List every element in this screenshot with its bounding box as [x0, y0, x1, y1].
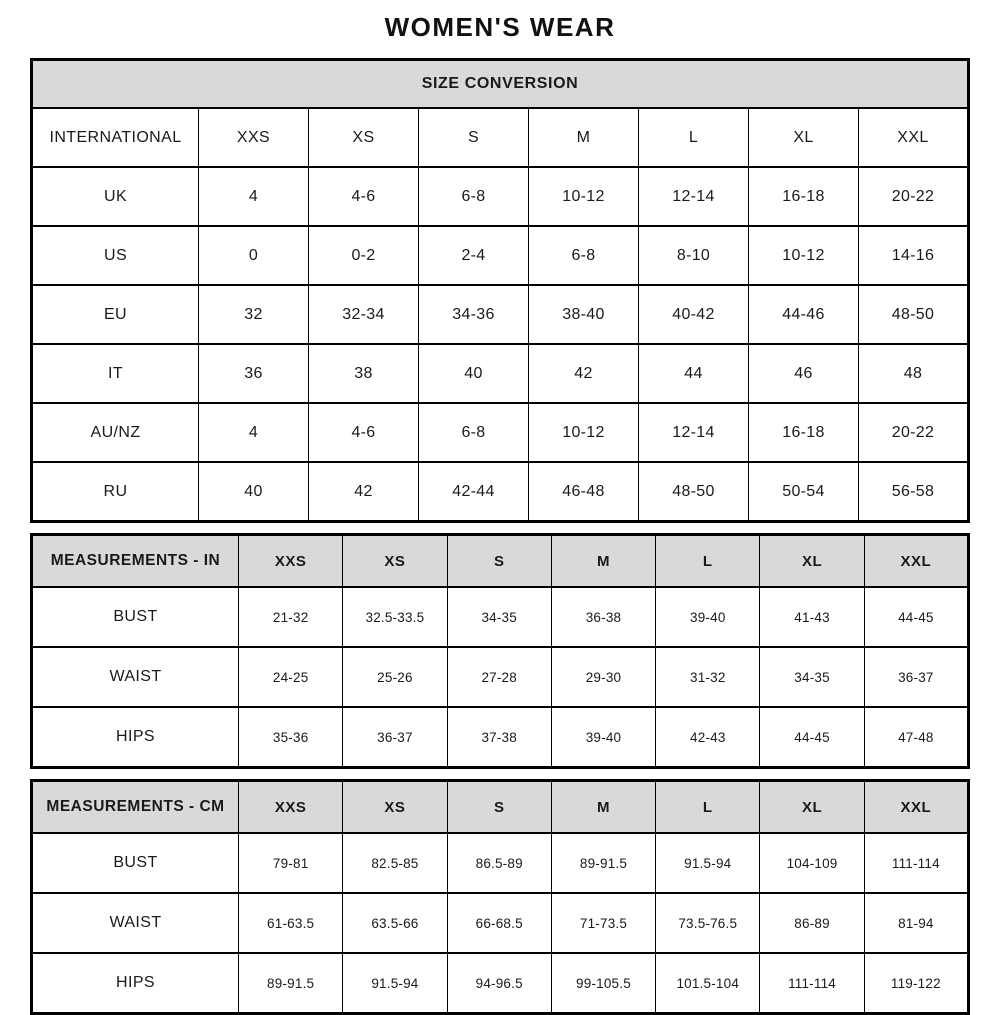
- value-cell: 21-32: [239, 587, 343, 647]
- column-header-xxs: XXS: [239, 781, 343, 834]
- value-cell: 40: [199, 462, 309, 522]
- value-cell: 94-96.5: [447, 953, 551, 1014]
- measurements-cm-table: [30, 779, 970, 1015]
- column-header-l: L: [656, 535, 760, 588]
- value-cell: 0: [199, 226, 309, 285]
- value-cell: 44-45: [864, 587, 968, 647]
- column-header-m: M: [529, 108, 639, 167]
- value-cell: 10-12: [529, 403, 639, 462]
- value-cell: 42-44: [419, 462, 529, 522]
- value-cell: 14-16: [859, 226, 969, 285]
- value-cell: 86-89: [760, 893, 864, 953]
- value-cell: 16-18: [749, 167, 859, 226]
- column-header-xxl: XXL: [859, 108, 969, 167]
- value-cell: 6-8: [419, 403, 529, 462]
- table-row-us: [32, 226, 969, 285]
- value-cell: 63.5-66: [343, 893, 447, 953]
- value-cell: 35-36: [239, 707, 343, 768]
- value-cell: 89-91.5: [551, 833, 655, 893]
- value-cell: 39-40: [656, 587, 760, 647]
- row-label-au-nz: AU/NZ: [32, 403, 199, 462]
- column-header-xl: XL: [749, 108, 859, 167]
- value-cell: 10-12: [529, 167, 639, 226]
- table-row-au-nz: [32, 403, 969, 462]
- value-cell: 4-6: [309, 167, 419, 226]
- value-cell: 44-45: [760, 707, 864, 768]
- table-row-bust: [32, 587, 969, 647]
- row-label-waist: WAIST: [32, 893, 239, 953]
- value-cell: 82.5-85: [343, 833, 447, 893]
- value-cell: 38: [309, 344, 419, 403]
- column-header-xxs: XXS: [199, 108, 309, 167]
- value-cell: 32-34: [309, 285, 419, 344]
- value-cell: 4: [199, 167, 309, 226]
- table-row-eu: [32, 285, 969, 344]
- table-row-ru: [32, 462, 969, 522]
- value-cell: 36-38: [551, 587, 655, 647]
- row-label-hips: HIPS: [32, 707, 239, 768]
- value-cell: 29-30: [551, 647, 655, 707]
- value-cell: 8-10: [639, 226, 749, 285]
- value-cell: 44: [639, 344, 749, 403]
- value-cell: 20-22: [859, 403, 969, 462]
- value-cell: 91.5-94: [656, 833, 760, 893]
- value-cell: 12-14: [639, 403, 749, 462]
- value-cell: 46-48: [529, 462, 639, 522]
- row-label-bust: BUST: [32, 833, 239, 893]
- column-header-s: S: [419, 108, 529, 167]
- value-cell: 61-63.5: [239, 893, 343, 953]
- value-cell: 99-105.5: [551, 953, 655, 1014]
- value-cell: 0-2: [309, 226, 419, 285]
- value-cell: 2-4: [419, 226, 529, 285]
- value-cell: 41-43: [760, 587, 864, 647]
- value-cell: 66-68.5: [447, 893, 551, 953]
- value-cell: 40-42: [639, 285, 749, 344]
- value-cell: 91.5-94: [343, 953, 447, 1014]
- value-cell: 86.5-89: [447, 833, 551, 893]
- column-header-m: M: [551, 535, 655, 588]
- value-cell: 37-38: [447, 707, 551, 768]
- value-cell: 12-14: [639, 167, 749, 226]
- value-cell: 34-35: [447, 587, 551, 647]
- size-conversion-table: [30, 58, 970, 523]
- column-header-s: S: [447, 781, 551, 834]
- size-conversion-title-row: [32, 60, 969, 109]
- column-header-xs: XS: [343, 535, 447, 588]
- table-row-hips: [32, 707, 969, 768]
- value-cell: 42-43: [656, 707, 760, 768]
- measurements-in-header-row: [32, 535, 969, 588]
- size-conversion-title: SIZE CONVERSION: [32, 60, 969, 109]
- value-cell: 48: [859, 344, 969, 403]
- table-row-hips: [32, 953, 969, 1014]
- value-cell: 32: [199, 285, 309, 344]
- value-cell: 111-114: [760, 953, 864, 1014]
- value-cell: 24-25: [239, 647, 343, 707]
- column-header-l: L: [639, 108, 749, 167]
- value-cell: 46: [749, 344, 859, 403]
- value-cell: 119-122: [864, 953, 968, 1014]
- measurements-cm-header-row: [32, 781, 969, 834]
- size-conversion-header-row: [32, 108, 969, 167]
- value-cell: 44-46: [749, 285, 859, 344]
- value-cell: 40: [419, 344, 529, 403]
- value-cell: 104-109: [760, 833, 864, 893]
- value-cell: 73.5-76.5: [656, 893, 760, 953]
- column-header-xxs: XXS: [239, 535, 343, 588]
- value-cell: 42: [529, 344, 639, 403]
- value-cell: 36-37: [864, 647, 968, 707]
- row-label-it: IT: [32, 344, 199, 403]
- value-cell: 25-26: [343, 647, 447, 707]
- value-cell: 71-73.5: [551, 893, 655, 953]
- table-row-it: [32, 344, 969, 403]
- value-cell: 32.5-33.5: [343, 587, 447, 647]
- column-header-xs: XS: [343, 781, 447, 834]
- column-header-xl: XL: [760, 535, 864, 588]
- column-header-measurements-in: MEASUREMENTS - IN: [32, 535, 239, 588]
- column-header-international: INTERNATIONAL: [32, 108, 199, 167]
- table-row-uk: [32, 167, 969, 226]
- value-cell: 34-35: [760, 647, 864, 707]
- column-header-xs: XS: [309, 108, 419, 167]
- value-cell: 6-8: [419, 167, 529, 226]
- column-header-measurements-cm: MEASUREMENTS - CM: [32, 781, 239, 834]
- column-header-xxl: XXL: [864, 781, 968, 834]
- value-cell: 39-40: [551, 707, 655, 768]
- row-label-uk: UK: [32, 167, 199, 226]
- value-cell: 36: [199, 344, 309, 403]
- value-cell: 16-18: [749, 403, 859, 462]
- value-cell: 79-81: [239, 833, 343, 893]
- column-header-m: M: [551, 781, 655, 834]
- column-header-l: L: [656, 781, 760, 834]
- value-cell: 81-94: [864, 893, 968, 953]
- value-cell: 101.5-104: [656, 953, 760, 1014]
- row-label-waist: WAIST: [32, 647, 239, 707]
- value-cell: 89-91.5: [239, 953, 343, 1014]
- table-row-waist: [32, 647, 969, 707]
- row-label-us: US: [32, 226, 199, 285]
- value-cell: 48-50: [859, 285, 969, 344]
- page-title: WOMEN'S WEAR: [384, 12, 616, 42]
- value-cell: 20-22: [859, 167, 969, 226]
- table-row-waist: [32, 893, 969, 953]
- value-cell: 42: [309, 462, 419, 522]
- value-cell: 111-114: [864, 833, 968, 893]
- value-cell: 6-8: [529, 226, 639, 285]
- value-cell: 31-32: [656, 647, 760, 707]
- row-label-eu: EU: [32, 285, 199, 344]
- row-label-bust: BUST: [32, 587, 239, 647]
- value-cell: 34-36: [419, 285, 529, 344]
- measurements-in-table: [30, 533, 970, 769]
- row-label-ru: RU: [32, 462, 199, 522]
- column-header-s: S: [447, 535, 551, 588]
- value-cell: 48-50: [639, 462, 749, 522]
- value-cell: 36-37: [343, 707, 447, 768]
- table-row-bust: [32, 833, 969, 893]
- value-cell: 38-40: [529, 285, 639, 344]
- value-cell: 27-28: [447, 647, 551, 707]
- column-header-xxl: XXL: [864, 535, 968, 588]
- value-cell: 47-48: [864, 707, 968, 768]
- value-cell: 50-54: [749, 462, 859, 522]
- row-label-hips: HIPS: [32, 953, 239, 1014]
- value-cell: 10-12: [749, 226, 859, 285]
- value-cell: 56-58: [859, 462, 969, 522]
- value-cell: 4: [199, 403, 309, 462]
- value-cell: 4-6: [309, 403, 419, 462]
- column-header-xl: XL: [760, 781, 864, 834]
